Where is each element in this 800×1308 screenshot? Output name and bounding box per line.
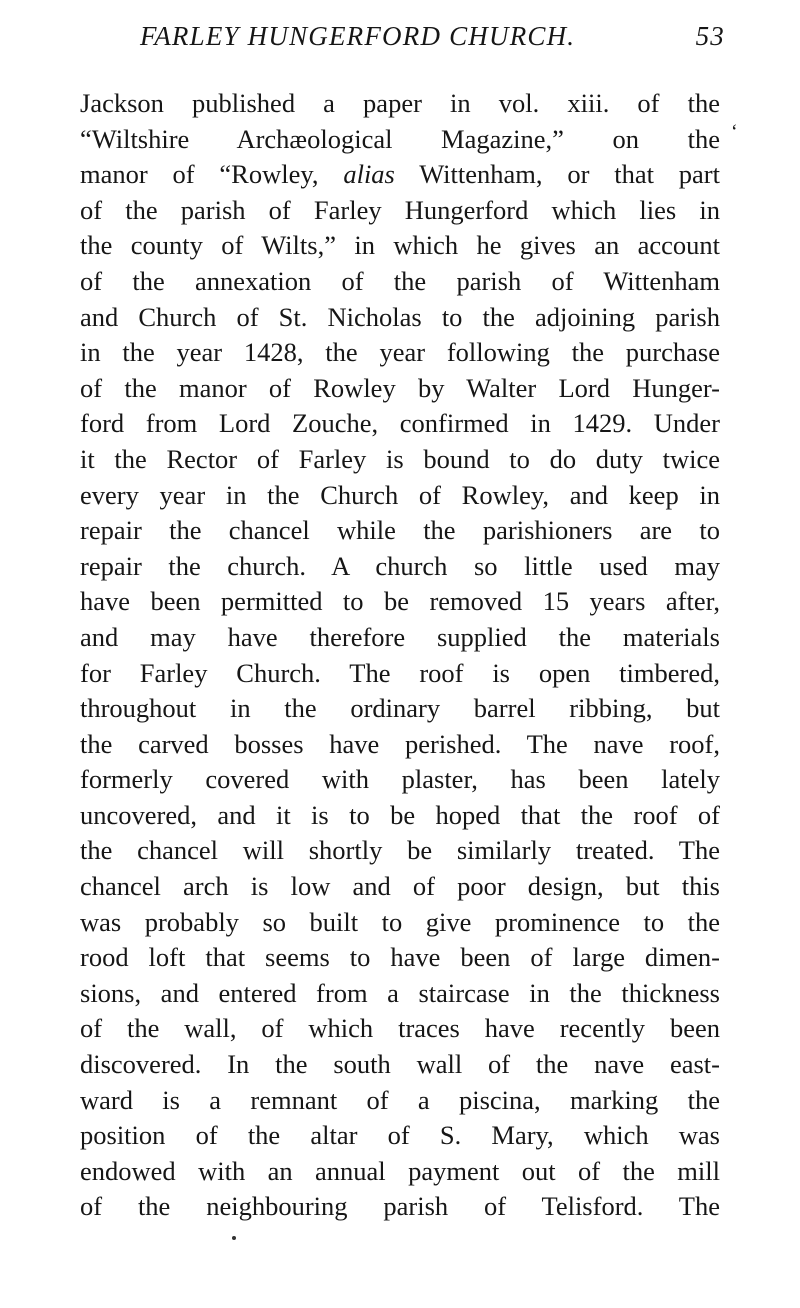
text-line: endowed with an annual payment out of the mill [80,1155,720,1186]
text-line: rood loft that seems to have been of large dimen- [80,942,720,973]
margin-mark: ‘ [731,121,738,143]
text-line: the chancel will shortly be similarly treated. The [80,835,720,866]
text-line: was probably so built to give prominence to the [80,906,720,937]
running-title: FARLEY HUNGERFORD CHURCH. [140,21,576,51]
italic-term: alias [343,159,395,190]
text-line: of the manor of Rowley by Walter Lord Hunger- [80,372,720,403]
printer-mark [232,1236,236,1240]
text-line: in the year 1428, the year following the purchase [80,337,720,368]
text-line: “Wiltshire Archæological Magazine,” on the [80,123,720,154]
running-head [140,18,725,54]
text-line: ford from Lord Zouche, confirmed in 1429. Under [80,408,720,439]
page-number: 53 [695,21,725,51]
text-line: chancel arch is low and of poor design, but this [80,871,720,902]
text-line: for Farley Church. The roof is open timbered, [80,657,720,688]
text-line: the carved bosses have perished. The nave roof, [80,728,720,759]
text-line: of the annexation of the parish of Wittenham [80,265,720,296]
text-line: discovered. In the south wall of the nave east- [80,1049,720,1080]
text-line: it the Rector of Farley is bound to do duty twice [80,443,720,474]
text-line: uncovered, and it is to be hoped that the roof of [80,799,720,830]
text-line: of the wall, of which traces have recently been [80,1013,720,1044]
text-line: and Church of St. Nicholas to the adjoining parish [80,301,720,332]
text-line: formerly covered with plaster, has been lately [80,764,720,795]
text-line: the county of Wilts,” in which he gives an account [80,230,720,261]
body-paragraph [80,86,720,1225]
text-line: repair the chancel while the parishioners are to [80,515,720,546]
text-line [80,157,720,193]
text-line: have been permitted to be removed 15 years after, [80,586,720,617]
text-line: repair the church. A church so little used may [80,550,720,581]
text-run: manor of “Rowley, [80,159,344,190]
text-line: position of the altar of S. Mary, which was [80,1120,720,1151]
text-run: Wittenham, or that part [394,159,720,190]
text-line: sions, and entered from a staircase in the thickness [80,977,720,1008]
text-line: ward is a remnant of a piscina, marking the [80,1084,720,1115]
text-line: and may have therefore supplied the materials [80,621,720,652]
text-line: Jackson published a paper in vol. xiii. of the [80,88,720,118]
text-line: of the parish of Farley Hungerford which lies in [80,194,720,225]
text-line: throughout in the ordinary barrel ribbing, but [80,693,720,724]
text-line: of the neighbouring parish of Telisford. The [80,1191,720,1222]
text-line: every year in the Church of Rowley, and keep in [80,479,720,510]
